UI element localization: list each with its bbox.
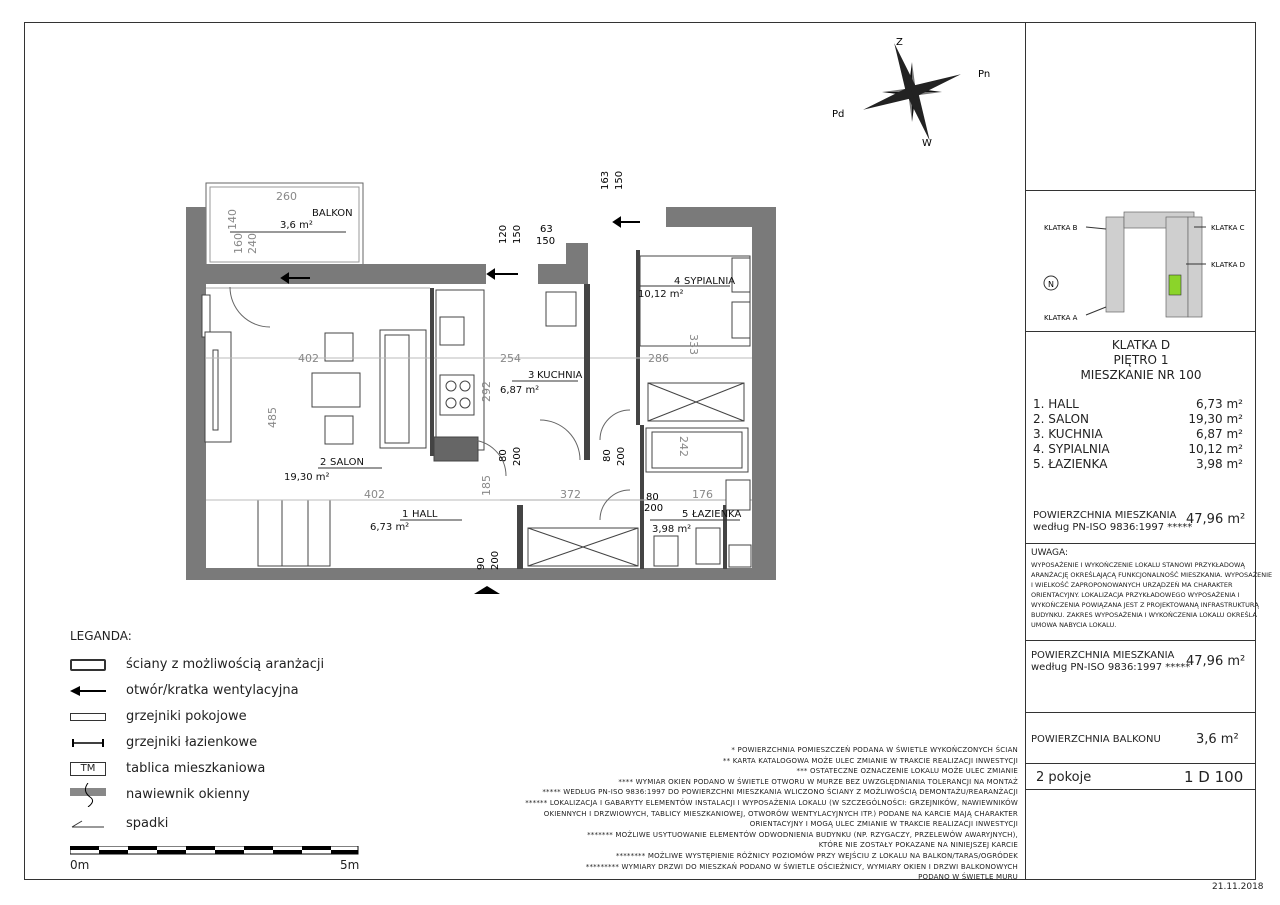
uwaga-line: UMOWA NABYCIA LOKALU.: [1031, 621, 1117, 629]
dim-63: 63: [540, 224, 553, 235]
uwaga-line: ORIENTACYJNY. LOKALIZACJA PRZYKŁADOWEGO WYPOSAŻENIA I: [1031, 591, 1240, 599]
keyplan-d: KLATKA D: [1211, 261, 1246, 269]
dim-150b: 150: [536, 236, 556, 247]
entrance-marker-icon: [474, 586, 500, 594]
footer-code: 1 D 100: [1184, 768, 1244, 786]
room-row: 4. SYPIALNIA 10,12 m²: [1033, 442, 1243, 456]
compass-w: Pd: [832, 109, 845, 120]
bedroom-num: 4: [674, 276, 681, 287]
dim-160: 160: [232, 233, 245, 254]
panel-header-2: PIĘTRO 1: [1113, 353, 1169, 367]
dim-176: 176: [692, 488, 713, 501]
footnote-line: **** WYMIAR OKIEN PODANO W ŚWIETLE OTWORU W MURZE BEZ UWZGLĘDNIANIA TOLERANCJI NA MONTAŻ: [618, 777, 1018, 786]
uwaga-line: WYPOSAŻENIE I WYKOŃCZENIE LOKALU STANOWI PRZYKŁADOWĄ: [1031, 561, 1245, 569]
dim-286: 286: [648, 352, 669, 365]
footnote-line: KTÓRE NIE ZOSTAŁY POKAZANE NA NINIEJSZEJ KARCIE: [818, 841, 1018, 850]
footnote-line: ********* WYMIARY DRZWI DO MIESZKAŃ PODANO W ŚWIETLE OŚCIEŻNICY, WYMIARY OKIEN I DRZWI BALKONOWYCH: [585, 862, 1018, 871]
dim-door-200d: 200: [490, 550, 501, 570]
kitchen-area: 6,87 m²: [500, 385, 540, 396]
dim-door-80c: 80: [646, 492, 659, 503]
dim-402b: 402: [364, 488, 385, 501]
dim-120: 120: [498, 224, 509, 244]
area2-label1: POWIERZCHNIA MIESZKANIA: [1031, 650, 1175, 661]
scale-bar: [70, 846, 370, 858]
area1-label2: według PN-ISO 9836:1997 *****: [1033, 522, 1193, 533]
dim-163: 163: [600, 170, 611, 190]
panel-header-1: KLATKA D: [1111, 338, 1171, 352]
dim-150a: 150: [512, 224, 523, 244]
dim-140: 140: [226, 209, 239, 230]
footnote-line: ** KARTA KATALOGOWA MOŻE ULEC ZMIANIE W TRAKCIE REALIZACJI INWESTYCJI: [722, 756, 1018, 765]
hall-num: 1: [402, 509, 409, 520]
dim-door-80a: 80: [498, 449, 509, 462]
uwaga-text: [1031, 560, 1272, 630]
window-vent-icon: [70, 783, 106, 807]
bathroom-num: 5: [682, 509, 689, 520]
footnote-line: ****** LOKALIZACJA I GABARYTY ELEMENTÓW INSTALACJI I WYPOSAŻENIA LOKALU (W SZCZEGÓLNOŚCI: GRZEJNIKÓW, NAWIEWNIKÓW: [525, 798, 1018, 807]
radiator-icon: [70, 713, 106, 721]
drawing-date: 21.11.2018: [1212, 882, 1264, 892]
dim-260: 260: [276, 190, 297, 203]
keyplan-b: KLATKA B: [1044, 224, 1078, 232]
uwaga-line: ARANŻACJĘ OKREŚLAJĄCĄ FUNKCJONALNOŚĆ MIESZKANIA. WYPOSAŻENIE: [1031, 571, 1273, 579]
dim-door-200b: 200: [616, 446, 627, 466]
footnote-line: ******** MOŻLIWE WYSTĘPIENIE RÓŻNICY POZIOMÓW PRZY WEJŚCIU Z LOKALU NA BALKON/TARAS/OGRÓDEK: [615, 851, 1018, 860]
dim-240: 240: [246, 233, 259, 254]
compass-n: Z: [896, 37, 903, 48]
dim-372: 372: [560, 488, 581, 501]
dim-door-90: 90: [476, 557, 487, 570]
salon-num: 2: [320, 457, 327, 468]
dim-door-200c: 200: [644, 503, 664, 514]
room-row: 2. SALON 19,30 m²: [1033, 412, 1243, 426]
balcony-area: 3,6 m²: [280, 220, 313, 231]
dim-292: 292: [480, 381, 493, 402]
dim-242: 242: [677, 436, 690, 457]
footnote-line: ***** WEDŁUG PN-ISO 9836:1997 DO POWIERZCHNI MIESZKANIA WLICZONO ŚCIANY Z MOŻLIWOŚCIĄ DEMONTAŻU/REARANŻACJI: [542, 788, 1018, 797]
dim-150c: 150: [614, 170, 625, 190]
panel-header-3: MIESZKANIE NR 100: [1080, 368, 1202, 382]
dim-door-200a: 200: [512, 446, 523, 466]
footnote-line: PODANO W ŚWIETLE MURU: [918, 873, 1018, 882]
balcony-name: BALKON: [312, 208, 353, 219]
footnote-line: *** OSTATECZNE OZNACZENIE LOKALU MOŻE ULEC ZMIANIE: [796, 767, 1018, 776]
compass-s: W: [922, 138, 932, 149]
salon-name: SALON: [330, 457, 364, 468]
keyplan-c: KLATKA C: [1211, 224, 1245, 232]
bath-radiator-icon: [70, 737, 106, 749]
dim-254: 254: [500, 352, 521, 365]
scale-end: 5m: [340, 858, 360, 872]
legend-title: LEGANDA:: [70, 629, 132, 643]
compass-e: Pn: [978, 69, 991, 80]
bedroom-name: SYPIALNIA: [684, 276, 736, 287]
footnote-line: ORIENTACYJNY I MOGĄ ULEC ZMIANIE W TRAKCIE REALIZACJI INWESTYCJI: [749, 820, 1018, 829]
footnotes: [430, 745, 1018, 883]
balcony-area-label: POWIERZCHNIA BALKONU: [1031, 734, 1161, 745]
svg-text:N: N: [1048, 280, 1054, 289]
hall-area: 6,73 m²: [370, 522, 410, 533]
key-plan: [1026, 197, 1256, 337]
scale-start: 0m: [70, 858, 90, 872]
dim-402a: 402: [298, 352, 319, 365]
room-row: 5. ŁAZIENKA 3,98 m²: [1033, 457, 1243, 471]
room-row: 1. HALL 6,73 m²: [1033, 397, 1243, 411]
balcony-area-value: 3,6 m²: [1196, 732, 1239, 747]
footnote-line: ******* MOŻLIWE USYTUOWANIE ELEMENTÓW ODWODNIENIA BUDYNKU (NP. RZYGACZY, PRZELEWÓW AWARYJNYCH),: [587, 830, 1018, 839]
vent-arrow-icon: [70, 685, 106, 697]
slope-icon: [70, 818, 106, 830]
uwaga-title: UWAGA:: [1031, 548, 1068, 558]
key-plan-highlight: [1169, 275, 1181, 295]
hall-name: HALL: [412, 509, 438, 520]
bedroom-area: 10,12 m²: [638, 289, 684, 300]
kitchen-num: 3: [528, 370, 535, 381]
dim-333: 333: [687, 334, 700, 355]
dim-door-80b: 80: [602, 449, 613, 462]
bathroom-area: 3,98 m²: [652, 524, 692, 535]
footer-rooms: 2 pokoje: [1036, 770, 1092, 785]
area2-label2: według PN-ISO 9836:1997 *****: [1031, 662, 1191, 673]
uwaga-line: I WIELKOŚĆ ZAPROPONOWANYCH URZĄDZEŃ MA CHARAKTER: [1031, 581, 1233, 589]
area2-value: 47,96 m²: [1186, 654, 1246, 669]
wall-icon: [70, 659, 106, 671]
footnote-line: OKIENNYCH I DRZWIOWYCH, TABLICY MIESZKANIOWEJ, OTWORÓW WENTYLACYJNYCH ITP.) PODANE NA KARCIE MAJĄ CHARAKTER: [543, 809, 1018, 818]
dim-485: 485: [266, 407, 279, 428]
area1-value: 47,96 m²: [1186, 512, 1246, 527]
uwaga-line: BUDYNKU. ZAKRES WYPOSAŻENIA I WYKOŃCZENIA LOKALU OKREŚLA: [1031, 611, 1257, 619]
bathroom-name: ŁAZIENKA: [692, 509, 742, 520]
tm-box-icon: TM: [70, 762, 106, 776]
info-panel: [1025, 22, 1273, 880]
area1-label1: POWIERZCHNIA MIESZKANIA: [1033, 510, 1177, 521]
uwaga-line: WYKOŃCZENIA POWIĄZANA JEST Z PROJEKTOWANĄ INFRASTRUKTURĄ: [1031, 601, 1259, 609]
kitchen-name: KUCHNIA: [537, 370, 583, 381]
dim-185: 185: [480, 475, 493, 496]
keyplan-a: KLATKA A: [1044, 314, 1078, 322]
salon-area: 19,30 m²: [284, 472, 330, 483]
room-row: 3. KUCHNIA 6,87 m²: [1033, 427, 1243, 441]
compass-rose-icon: [845, 25, 978, 158]
footnote-line: * POWIERZCHNIA POMIESZCZEŃ PODANA W ŚWIETLE WYKOŃCZONYCH ŚCIAN: [731, 746, 1018, 754]
room-table: [1033, 397, 1243, 472]
